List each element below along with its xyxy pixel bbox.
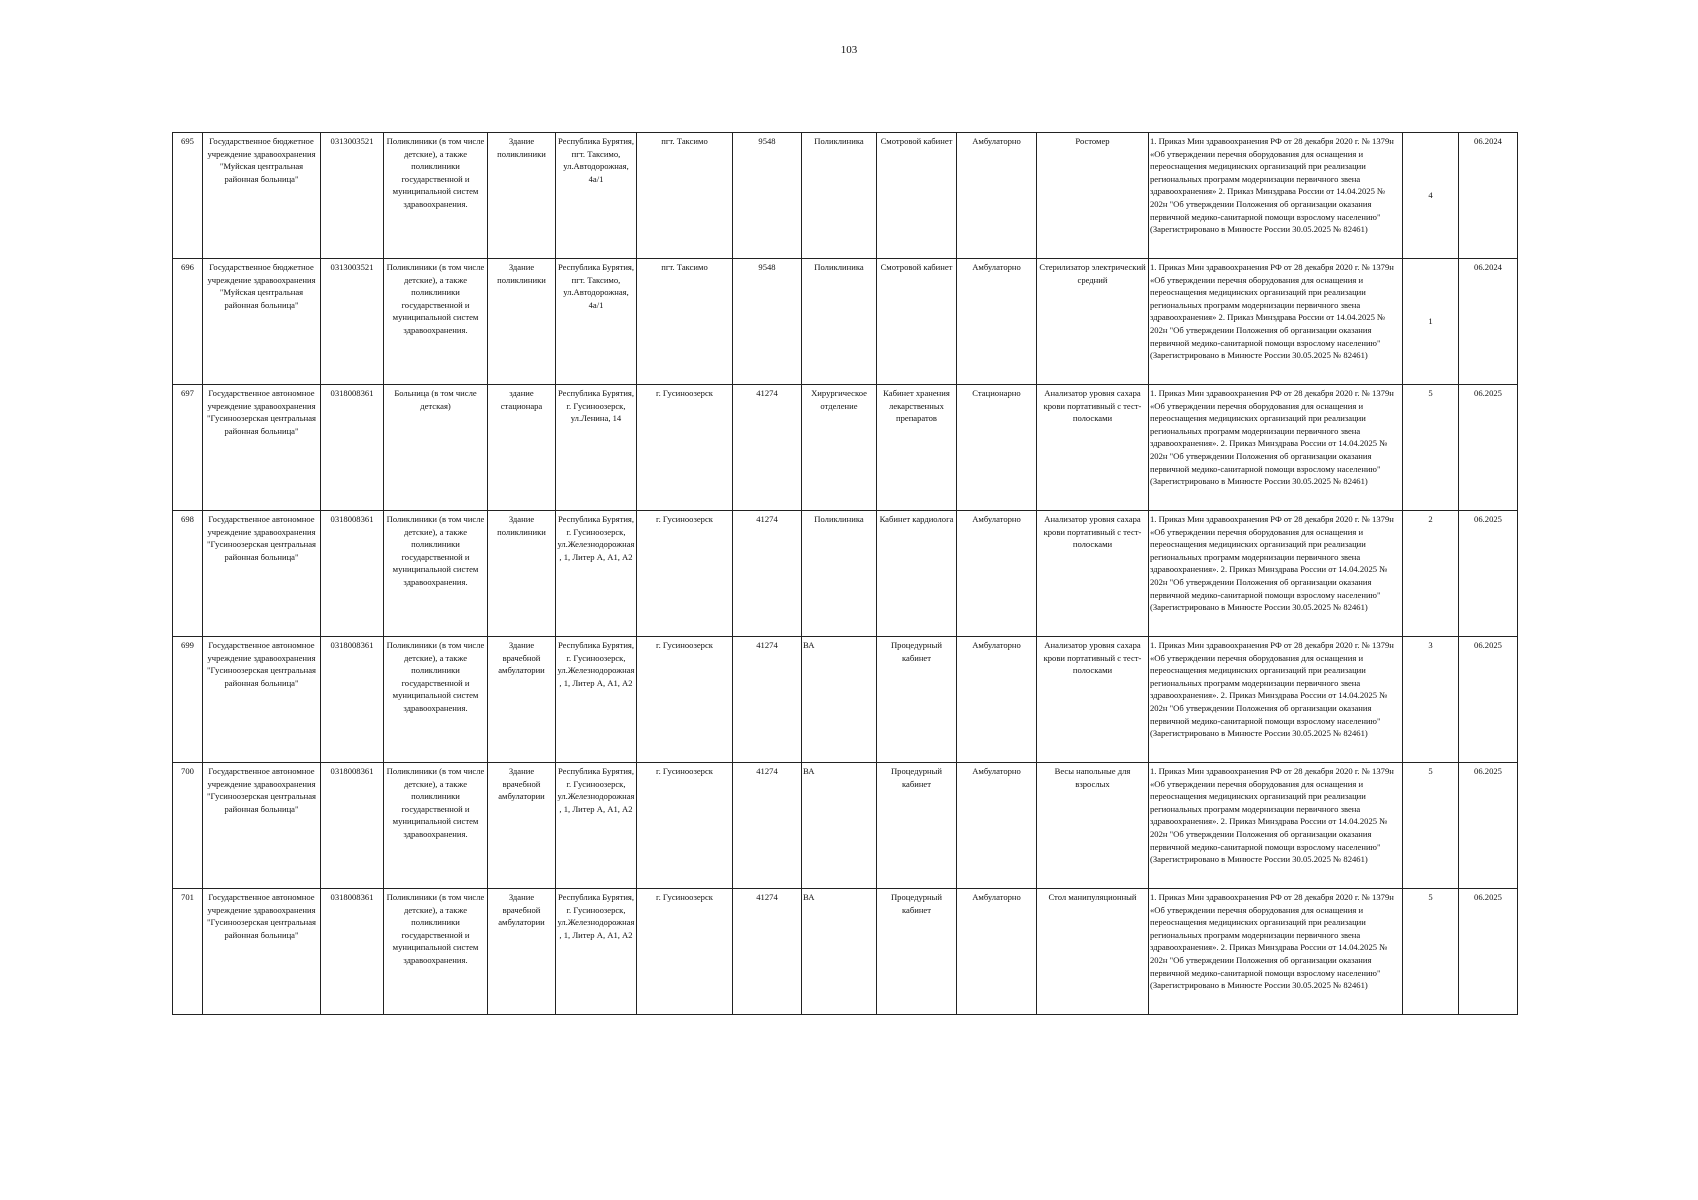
page-number: 103 (840, 44, 858, 56)
settlement: г. Гусиноозерск (637, 889, 733, 1015)
division: Поликлиника (802, 133, 877, 259)
facility-type: Больница (в том числе детская) (384, 385, 488, 511)
population: 41274 (733, 889, 802, 1015)
population: 41274 (733, 385, 802, 511)
care-form: Амбулаторно (957, 637, 1037, 763)
building: Здание поликлиники (488, 259, 556, 385)
quantity-cell (1403, 133, 1459, 259)
address: Республика Бурятия, г. Гусиноозерск, ул.Железнодорожная, 1, Литер А, А1, А2 (556, 637, 637, 763)
row-number: 698 (173, 511, 203, 637)
row-number: 700 (173, 763, 203, 889)
quantity: 5 (1403, 763, 1459, 889)
building: Здание врачебной амбулатории (488, 889, 556, 1015)
organization-code: 0313003521 (321, 259, 384, 385)
due-date: 06.2025 (1459, 763, 1518, 889)
room: Кабинет кардиолога (877, 511, 957, 637)
facility-type: Поликлиники (в том числе детские), а также поликлиники государственной и муниципальной систем здравоохранения. (384, 511, 488, 637)
population: 41274 (733, 637, 802, 763)
facility-type: Поликлиники (в том числе детские), а также поликлиники государственной и муниципальной систем здравоохранения. (384, 763, 488, 889)
address: Республика Бурятия, пгт. Таксимо, ул.Автодорожная, 4а/1 (556, 133, 637, 259)
legal-basis: 1. Приказ Мин здравоохранения РФ от 28 декабря 2020 г. № 1379н «Об утверждении перечня оборудования для оснащения и переоснащения медицинских организаций при реализации региональных программ модернизации первичного звена здравоохранения». 2. Приказ Минздрава России от 14.04.2025 № 202н "Об утверждении Положения об организации оказания первичной медико-санитарной помощи взрослому населению" (Зарегистрировано в Минюсте России 30.05.2025 № 82461) (1149, 763, 1403, 889)
equipment-name: Ростомер (1037, 133, 1149, 259)
division: Поликлиника (802, 259, 877, 385)
equipment-name: Анализатор уровня сахара крови портативный с тест-полосками (1037, 637, 1149, 763)
address: Республика Бурятия, г. Гусиноозерск, ул.Железнодорожная, 1, Литер А, А1, А2 (556, 511, 637, 637)
division: Хирургическое отделение (802, 385, 877, 511)
population: 9548 (733, 259, 802, 385)
organization-code: 0318008361 (321, 385, 384, 511)
organization-code: 0318008361 (321, 637, 384, 763)
address: Республика Бурятия, г. Гусиноозерск, ул.Ленина, 14 (556, 385, 637, 511)
room: Процедурный кабинет (877, 889, 957, 1015)
organization-name: Государственное автономное учреждение здравоохранения "Гусиноозерская центральная районная больница" (203, 511, 321, 637)
due-date: 06.2024 (1459, 133, 1518, 259)
row-number: 701 (173, 889, 203, 1015)
due-date: 06.2025 (1459, 637, 1518, 763)
division: Поликлиника (802, 511, 877, 637)
settlement: г. Гусиноозерск (637, 385, 733, 511)
table-row (173, 763, 1518, 889)
due-date: 06.2025 (1459, 385, 1518, 511)
equipment-registry-table (172, 132, 1518, 1015)
care-form: Стационарно (957, 385, 1037, 511)
organization-code: 0318008361 (321, 763, 384, 889)
care-form: Амбулаторно (957, 133, 1037, 259)
equipment-name: Анализатор уровня сахара крови портативный с тест-полосками (1037, 385, 1149, 511)
building: Здание поликлиники (488, 133, 556, 259)
equipment-name: Анализатор уровня сахара крови портативный с тест-полосками (1037, 511, 1149, 637)
quantity: 1 (1428, 316, 1433, 326)
legal-basis: 1. Приказ Мин здравоохранения РФ от 28 декабря 2020 г. № 1379н «Об утверждении перечня оборудования для оснащения и переоснащения медицинских организаций при реализации региональных программ модернизации первичного звена здравоохранения». 2. Приказ Минздрава России от 14.04.2025 № 202н "Об утверждении Положения об организации оказания первичной медико-санитарной помощи взрослому населению" (Зарегистрировано в Минюсте России 30.05.2025 № 82461) (1149, 511, 1403, 637)
row-number: 699 (173, 637, 203, 763)
care-form: Амбулаторно (957, 889, 1037, 1015)
quantity-cell (1403, 259, 1459, 385)
table-row (173, 637, 1518, 763)
row-number: 696 (173, 259, 203, 385)
building: Здание поликлиники (488, 511, 556, 637)
organization-name: Государственное автономное учреждение здравоохранения "Гусиноозерская центральная районная больница" (203, 763, 321, 889)
building: здание стационара (488, 385, 556, 511)
organization-code: 0318008361 (321, 889, 384, 1015)
building: Здание врачебной амбулатории (488, 763, 556, 889)
quantity: 2 (1403, 511, 1459, 637)
organization-name: Государственное бюджетное учреждение здравоохранения "Муйская центральная районная больница" (203, 259, 321, 385)
settlement: г. Гусиноозерск (637, 763, 733, 889)
due-date: 06.2024 (1459, 259, 1518, 385)
quantity: 4 (1428, 190, 1433, 200)
facility-type: Поликлиники (в том числе детские), а также поликлиники государственной и муниципальной систем здравоохранения. (384, 637, 488, 763)
division: ВА (802, 637, 877, 763)
population: 41274 (733, 763, 802, 889)
address: Республика Бурятия, г. Гусиноозерск, ул.Железнодорожная, 1, Литер А, А1, А2 (556, 763, 637, 889)
settlement: пгт. Таксимо (637, 133, 733, 259)
settlement: г. Гусиноозерск (637, 637, 733, 763)
room: Смотровой кабинет (877, 259, 957, 385)
building: Здание врачебной амбулатории (488, 637, 556, 763)
due-date: 06.2025 (1459, 511, 1518, 637)
due-date: 06.2025 (1459, 889, 1518, 1015)
address: Республика Бурятия, пгт. Таксимо, ул.Автодорожная, 4а/1 (556, 259, 637, 385)
table-row (173, 889, 1518, 1015)
care-form: Амбулаторно (957, 511, 1037, 637)
facility-type: Поликлиники (в том числе детские), а также поликлиники государственной и муниципальной систем здравоохранения. (384, 133, 488, 259)
organization-name: Государственное бюджетное учреждение здравоохранения "Муйская центральная районная больница" (203, 133, 321, 259)
legal-basis: 1. Приказ Мин здравоохранения РФ от 28 декабря 2020 г. № 1379н «Об утверждении перечня оборудования для оснащения и переоснащения медицинских организаций при реализации региональных программ модернизации первичного звена здравоохранения». 2. Приказ Минздрава России от 14.04.2025 № 202н "Об утверждении Положения об организации оказания первичной медико-санитарной помощи взрослому населению" (Зарегистрировано в Минюсте России 30.05.2025 № 82461) (1149, 637, 1403, 763)
equipment-name: Стерилизатор электрический средний (1037, 259, 1149, 385)
table-row (173, 511, 1518, 637)
quantity: 5 (1403, 889, 1459, 1015)
organization-code: 0313003521 (321, 133, 384, 259)
room: Кабинет хранения лекарственных препаратов (877, 385, 957, 511)
facility-type: Поликлиники (в том числе детские), а также поликлиники государственной и муниципальной систем здравоохранения. (384, 259, 488, 385)
row-number: 695 (173, 133, 203, 259)
organization-name: Государственное автономное учреждение здравоохранения "Гусиноозерская центральная районная больница" (203, 637, 321, 763)
population: 9548 (733, 133, 802, 259)
settlement: г. Гусиноозерск (637, 511, 733, 637)
legal-basis: 1. Приказ Мин здравоохранения РФ от 28 декабря 2020 г. № 1379н «Об утверждении перечня оборудования для оснащения и переоснащения медицинских организаций при реализации региональных программ модернизации первичного звена здравоохранения». 2. Приказ Минздрава России от 14.04.2025 № 202н "Об утверждении Положения об организации оказания первичной медико-санитарной помощи взрослому населению" (Зарегистрировано в Минюсте России 30.05.2025 № 82461) (1149, 385, 1403, 511)
care-form: Амбулаторно (957, 259, 1037, 385)
room: Процедурный кабинет (877, 763, 957, 889)
table-row (173, 385, 1518, 511)
organization-code: 0318008361 (321, 511, 384, 637)
division: ВА (802, 889, 877, 1015)
quantity: 3 (1403, 637, 1459, 763)
table-row (173, 259, 1518, 385)
room: Смотровой кабинет (877, 133, 957, 259)
legal-basis: 1. Приказ Мин здравоохранения РФ от 28 декабря 2020 г. № 1379н «Об утверждении перечня оборудования для оснащения и переоснащения медицинских организаций при реализации региональных программ модернизации первичного звена здравоохранения» 2. Приказ Минздрава России от 14.04.2025 № 202н "Об утверждении Положения об организации оказания первичной медико-санитарной помощи взрослому населению" (Зарегистрировано в Минюсте России 30.05.2025 № 82461) (1149, 259, 1403, 385)
legal-basis: 1. Приказ Мин здравоохранения РФ от 28 декабря 2020 г. № 1379н «Об утверждении перечня оборудования для оснащения и переоснащения медицинских организаций при реализации региональных программ модернизации первичного звена здравоохранения». 2. Приказ Минздрава России от 14.04.2025 № 202н "Об утверждении Положения об организации оказания первичной медико-санитарной помощи взрослому населению" (Зарегистрировано в Минюсте России 30.05.2025 № 82461) (1149, 889, 1403, 1015)
settlement: пгт. Таксимо (637, 259, 733, 385)
legal-basis: 1. Приказ Мин здравоохранения РФ от 28 декабря 2020 г. № 1379н «Об утверждении перечня оборудования для оснащения и переоснащения медицинских организаций при реализации региональных программ модернизации первичного звена здравоохранения» 2. Приказ Минздрава России от 14.04.2025 № 202н "Об утверждении Положения об организации оказания первичной медико-санитарной помощи взрослому населению" (Зарегистрировано в Минюсте России 30.05.2025 № 82461) (1149, 133, 1403, 259)
address: Республика Бурятия, г. Гусиноозерск, ул.Железнодорожная, 1, Литер А, А1, А2 (556, 889, 637, 1015)
facility-type: Поликлиники (в том числе детские), а также поликлиники государственной и муниципальной систем здравоохранения. (384, 889, 488, 1015)
care-form: Амбулаторно (957, 763, 1037, 889)
equipment-name: Стол манипуляционный (1037, 889, 1149, 1015)
row-number: 697 (173, 385, 203, 511)
room: Процедурный кабинет (877, 637, 957, 763)
organization-name: Государственное автономное учреждение здравоохранения "Гусиноозерская центральная районная больница" (203, 385, 321, 511)
equipment-name: Весы напольные для взрослых (1037, 763, 1149, 889)
quantity: 5 (1403, 385, 1459, 511)
division: ВА (802, 763, 877, 889)
population: 41274 (733, 511, 802, 637)
organization-name: Государственное автономное учреждение здравоохранения "Гусиноозерская центральная районная больница" (203, 889, 321, 1015)
table-row (173, 133, 1518, 259)
